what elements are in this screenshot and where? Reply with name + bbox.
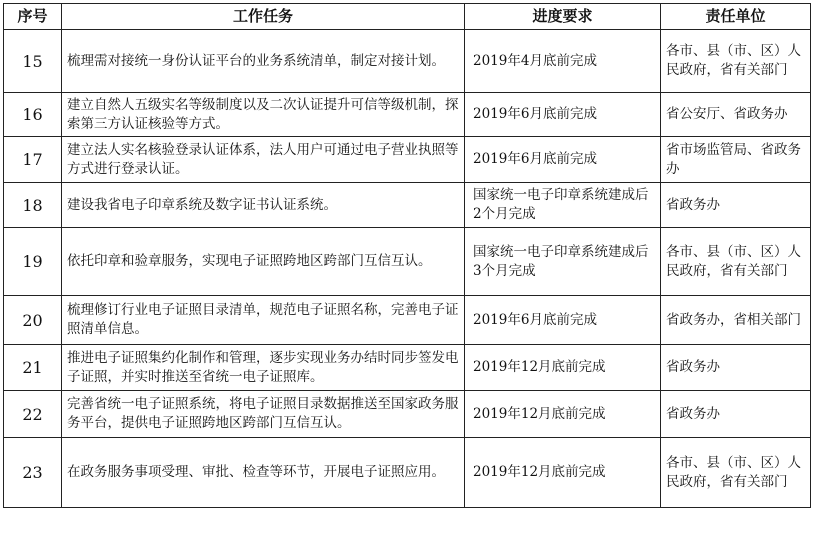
row-unit: 各市、县（市、区）人民政府，省有关部门 xyxy=(661,438,811,508)
row-num: 15 xyxy=(4,30,62,93)
table-row xyxy=(4,438,811,508)
row-progress: 2019年6月底前完成 xyxy=(465,296,661,345)
row-progress: 2019年6月底前完成 xyxy=(465,93,661,137)
header-task: 工作任务 xyxy=(62,4,465,30)
header-num: 序号 xyxy=(4,4,62,30)
row-unit: 省政务办 xyxy=(661,183,811,228)
row-task: 梳理修订行业电子证照目录清单，规范电子证照名称，完善电子证照清单信息。 xyxy=(62,296,465,345)
table-row xyxy=(4,391,811,438)
row-num: 21 xyxy=(4,345,62,391)
row-progress: 2019年12月底前完成 xyxy=(465,391,661,438)
row-num: 23 xyxy=(4,438,62,508)
table-row xyxy=(4,137,811,183)
row-unit: 省政务办 xyxy=(661,391,811,438)
row-num: 18 xyxy=(4,183,62,228)
row-task: 在政务服务事项受理、审批、检查等环节，开展电子证照应用。 xyxy=(62,438,465,508)
row-task: 推进电子证照集约化制作和管理，逐步实现业务办结时同步签发电子证照，并实时推送至省统一电子证照库。 xyxy=(62,345,465,391)
header-unit: 责任单位 xyxy=(661,4,811,30)
row-progress: 2019年4月底前完成 xyxy=(465,30,661,93)
task-table xyxy=(3,3,811,508)
row-unit: 省公安厅、省政务办 xyxy=(661,93,811,137)
row-num: 16 xyxy=(4,93,62,137)
header-progress: 进度要求 xyxy=(465,4,661,30)
row-progress: 2019年12月底前完成 xyxy=(465,345,661,391)
row-unit: 省政务办，省相关部门 xyxy=(661,296,811,345)
table-header-row xyxy=(4,4,811,30)
table-row xyxy=(4,93,811,137)
row-num: 17 xyxy=(4,137,62,183)
row-unit: 省市场监管局、省政务办 xyxy=(661,137,811,183)
row-task: 完善省统一电子证照系统，将电子证照目录数据推送至国家政务服务平台，提供电子证照跨地区跨部门互信互认。 xyxy=(62,391,465,438)
row-progress: 2019年12月底前完成 xyxy=(465,438,661,508)
row-progress: 国家统一电子印章系统建成后2个月完成 xyxy=(465,183,661,228)
row-num: 19 xyxy=(4,228,62,296)
row-task: 梳理需对接统一身份认证平台的业务系统清单，制定对接计划。 xyxy=(62,30,465,93)
row-task: 依托印章和验章服务，实现电子证照跨地区跨部门互信互认。 xyxy=(62,228,465,296)
row-task: 建立法人实名核验登录认证体系，法人用户可通过电子营业执照等方式进行登录认证。 xyxy=(62,137,465,183)
row-progress: 国家统一电子印章系统建成后3个月完成 xyxy=(465,228,661,296)
table-row xyxy=(4,296,811,345)
table-row xyxy=(4,30,811,93)
row-unit: 各市、县（市、区）人民政府，省有关部门 xyxy=(661,228,811,296)
row-num: 22 xyxy=(4,391,62,438)
row-progress: 2019年6月底前完成 xyxy=(465,137,661,183)
table-row xyxy=(4,183,811,228)
table-row xyxy=(4,345,811,391)
row-task: 建设我省电子印章系统及数字证书认证系统。 xyxy=(62,183,465,228)
row-task: 建立自然人五级实名等级制度以及二次认证提升可信等级机制，探索第三方认证核验等方式。 xyxy=(62,93,465,137)
row-unit: 省政务办 xyxy=(661,345,811,391)
table-row xyxy=(4,228,811,296)
row-unit: 各市、县（市、区）人民政府，省有关部门 xyxy=(661,30,811,93)
row-num: 20 xyxy=(4,296,62,345)
